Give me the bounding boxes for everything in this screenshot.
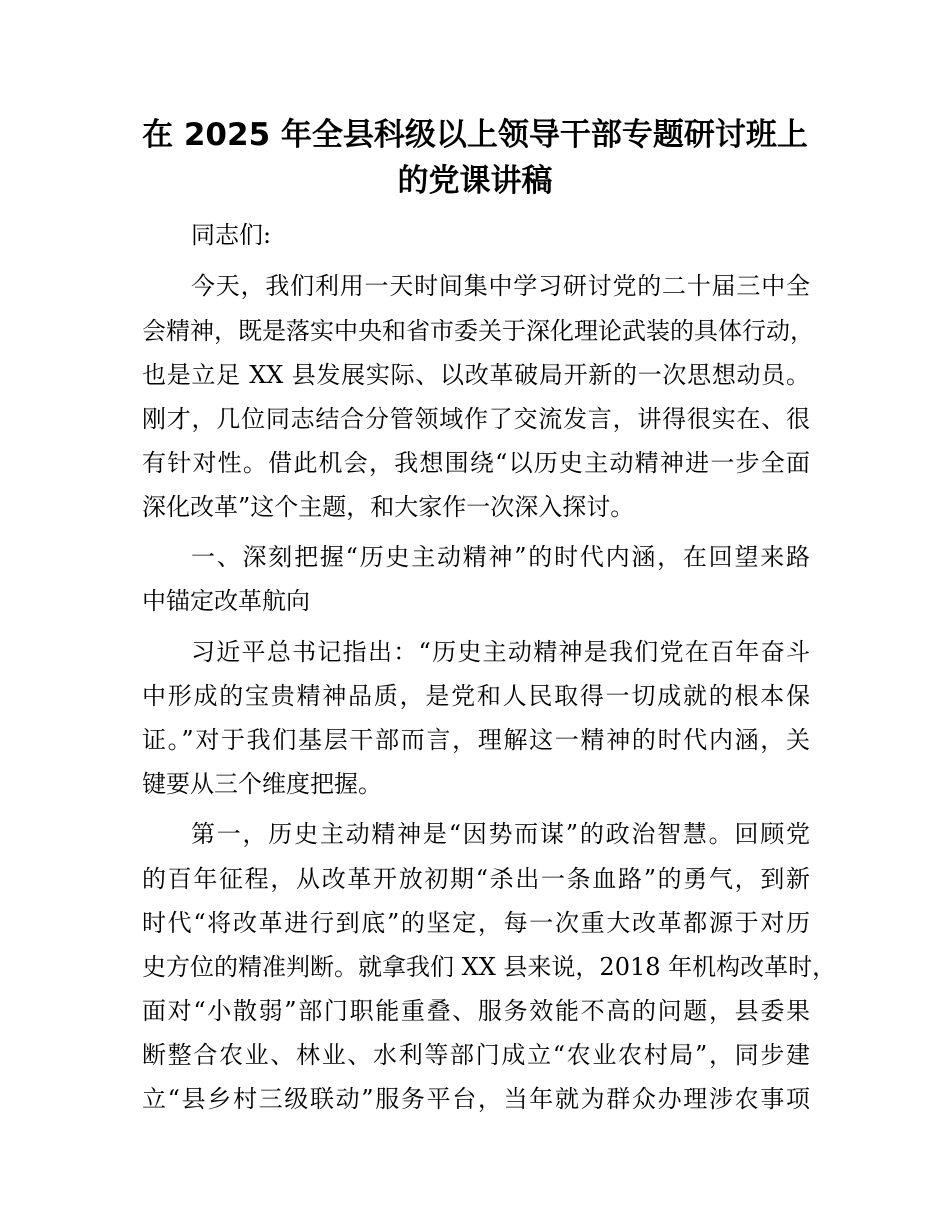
- paragraph-line: 第一，历史主动精神是“因势而谋”的政治智慧。回顾党: [191, 820, 810, 848]
- paragraph-line: 今天，我们利用一天时间集中学习研讨党的二十届三中全: [191, 272, 810, 300]
- paragraph-line: 习近平总书记指出：“历史主动精神是我们党在百年奋斗: [191, 638, 810, 666]
- paragraph-line: 一、深刻把握“历史主动精神”的时代内涵，在回望来路: [191, 543, 810, 571]
- paragraph-line: 同志们:: [191, 221, 272, 249]
- paragraph-line: 时代“将改革进行到底”的坚定，每一次重大改革都源于对历: [142, 909, 810, 937]
- paragraph-line: 刚才，几位同志结合分管领域作了交流发言，讲得很实在、很: [142, 405, 810, 433]
- document-title-line-1: 在 2025 年全县科级以上领导干部专题研讨班上: [142, 117, 808, 153]
- paragraph-line: 面对“小散弱”部门职能重叠、服务效能不高的问题，县委果: [142, 997, 810, 1025]
- paragraph-line: 深化改革”这个主题，和大家作一次深入探讨。: [142, 493, 635, 521]
- paragraph-line: 会精神，既是落实中央和省市委关于深化理论武装的具体行动，: [142, 317, 814, 345]
- document-title-line-2: 的党课讲稿: [397, 163, 553, 199]
- paragraph-line: 中形成的宝贵精神品质，是党和人民取得一切成就的根本保: [142, 682, 810, 710]
- paragraph-line: 史方位的精准判断。就拿我们 XX 县来说，2018 年机构改革时，: [142, 953, 837, 981]
- paragraph-line: 中锚定改革航向: [142, 587, 310, 615]
- paragraph-line: 键要从三个维度把握。: [142, 770, 382, 798]
- paragraph-line: 的百年征程，从改革开放初期“杀出一条血路”的勇气，到新: [142, 865, 810, 893]
- paragraph-line: 证。”对于我们基层干部而言，理解这一精神的时代内涵，关: [142, 726, 810, 754]
- paragraph-line: 断整合农业、林业、水利等部门成立“农业农村局”，同步建: [142, 1041, 810, 1069]
- paragraph-line: 也是立足 XX 县发展实际、以改革破局开新的一次思想动员。: [142, 361, 810, 389]
- paragraph-line: 有针对性。借此机会，我想围绕“以历史主动精神进一步全面: [142, 449, 810, 477]
- paragraph-line: 立“县乡村三级联动”服务平台，当年就为群众办理涉农事项: [142, 1085, 810, 1113]
